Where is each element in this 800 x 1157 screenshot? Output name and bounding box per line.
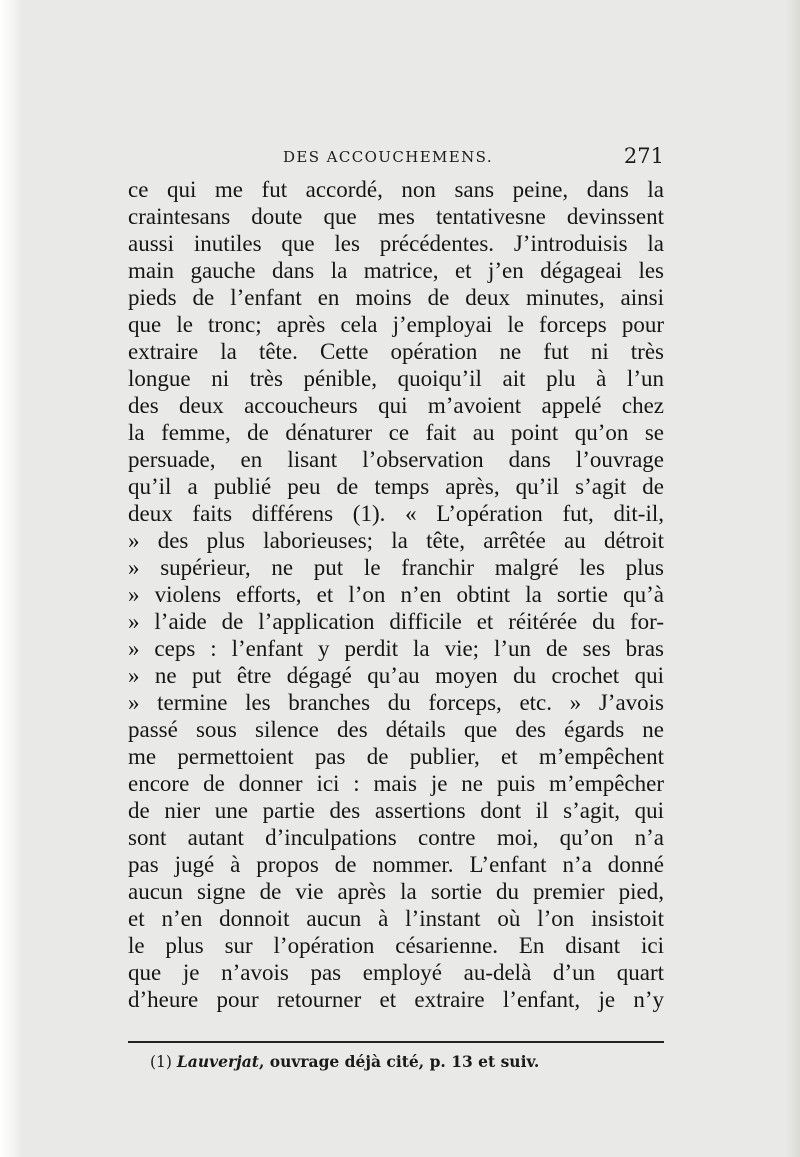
text-line: main gauche dans la matrice, et j’en dégageai les — [128, 258, 664, 283]
text-line: me permettoient pas de publier, et m’empêchent — [128, 744, 664, 769]
text-line: aussi inutiles que les précédentes. J’introduisis la — [128, 231, 664, 256]
text-line: que je n’avois pas employé au-delà d’un quart — [128, 960, 664, 985]
text-line: pas jugé à propos de nommer. L’enfant n’a donné — [128, 852, 664, 877]
text-line: la femme, de dénaturer ce fait au point qu’on se — [128, 420, 664, 445]
footnote — [150, 1052, 670, 1071]
text-line: et n’en donnoit aucun à l’instant où l’on insistoit — [128, 906, 664, 931]
text-line: » supérieur, ne put le franchir malgré les plus — [128, 555, 664, 580]
text-line: ce qui me fut accordé, non sans peine, dans la — [128, 177, 664, 202]
page-gutter — [0, 0, 22, 1157]
text-line: le plus sur l’opération césarienne. En disant ici — [128, 933, 664, 958]
page-edge — [786, 0, 800, 1157]
text-line: persuade, en lisant l’observation dans l’ouvrage — [128, 447, 664, 472]
text-line: qu’il a publié peu de temps après, qu’il s’agit de — [128, 474, 664, 499]
text-line: » violens efforts, et l’on n’en obtint la sortie qu’à — [128, 582, 664, 607]
page-number: 271 — [623, 144, 664, 168]
body-text — [128, 176, 664, 1013]
footnote-work-title: Lauverjat — [176, 1052, 259, 1071]
text-line: que le tronc; après cela j’employai le forceps pour — [128, 312, 664, 337]
text-line: sont autant d’inculpations contre moi, qu’on n’a — [128, 825, 664, 850]
page-header — [128, 144, 664, 176]
text-line: extraire la tête. Cette opération ne fut ni très — [128, 339, 664, 364]
text-line: » des plus laborieuses; la tête, arrêtée au détroit — [128, 528, 664, 553]
text-line: pieds de l’enfant en moins de deux minutes, ainsi — [128, 285, 664, 310]
text-line: craintesans doute que mes tentativesne devinssent — [128, 204, 664, 229]
text-line: » l’aide de l’application difficile et réitérée du for- — [128, 609, 664, 634]
running-title: DES ACCOUCHEMENS. — [283, 148, 493, 166]
footnote-reference: , ouvrage déjà cité, p. 13 et suiv. — [258, 1052, 540, 1071]
text-line: » ceps : l’enfant y perdit la vie; l’un de ses bras — [128, 636, 664, 661]
text-line: » ne put être dégagé qu’au moyen du crochet qui — [128, 663, 664, 688]
footnote-rule — [128, 1041, 664, 1043]
text-line: deux faits différens (1). « L’opération fut, dit-il, — [128, 501, 664, 526]
text-line: des deux accoucheurs qui m’avoient appelé chez — [128, 393, 664, 418]
text-line: passé sous silence des détails que des égards ne — [128, 717, 664, 742]
text-line: longue ni très pénible, quoiqu’il ait plu à l’un — [128, 366, 664, 391]
text-line: aucun signe de vie après la sortie du premier pied, — [128, 879, 664, 904]
footnote-marker: (1) — [150, 1053, 172, 1071]
text-line: encore de donner ici : mais je ne puis m’empêcher — [128, 771, 664, 796]
text-line: d’heure pour retourner et extraire l’enfant, je n’y — [128, 987, 664, 1012]
text-line: de nier une partie des assertions dont il s’agit, qui — [128, 798, 664, 823]
text-line: » termine les branches du forceps, etc. » J’avois — [128, 690, 664, 715]
